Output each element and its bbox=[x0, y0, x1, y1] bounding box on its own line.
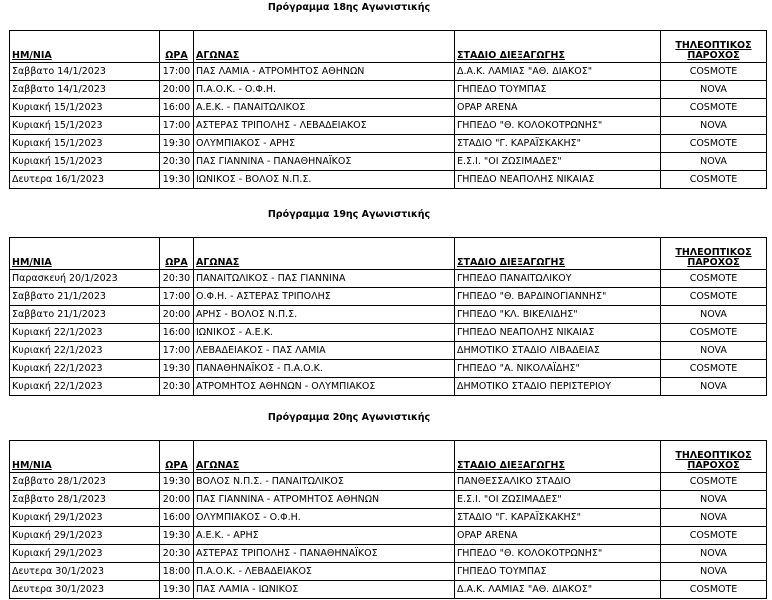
cell-tv: COSMOTE bbox=[661, 99, 767, 117]
table-row bbox=[10, 153, 767, 171]
round-18-section bbox=[9, 2, 766, 189]
cell-date: Κυριακή 29/1/2023 bbox=[10, 527, 160, 545]
header-date: ΗΜ/ΝΙΑ bbox=[10, 238, 160, 270]
cell-date: Κυριακή 15/1/2023 bbox=[10, 117, 160, 135]
cell-time: 17:00 bbox=[160, 117, 194, 135]
cell-time: 18:00 bbox=[160, 563, 194, 581]
cell-tv: COSMOTE bbox=[661, 360, 767, 378]
schedule-table bbox=[9, 440, 767, 599]
cell-time: 16:00 bbox=[160, 99, 194, 117]
header-match: ΑΓΩΝΑΣ bbox=[194, 238, 455, 270]
table-row bbox=[10, 99, 767, 117]
cell-tv: COSMOTE bbox=[661, 171, 767, 189]
table-row bbox=[10, 342, 767, 360]
cell-date: Κυριακή 22/1/2023 bbox=[10, 324, 160, 342]
cell-time: 17:00 bbox=[160, 288, 194, 306]
cell-match: ΠΑΣ ΓΙΑΝΝΙΝΑ - ΑΤΡΟΜΗΤΟΣ ΑΘΗΝΩΝ bbox=[194, 491, 455, 509]
cell-stadium: ΓΗΠΕΔΟ "Θ. ΒΑΡΔΙΝΟΓΙΑΝΝΗΣ" bbox=[455, 288, 661, 306]
cell-match: ΟΛΥΜΠΙΑΚΟΣ - Ο.Φ.Η. bbox=[194, 509, 455, 527]
cell-match: ΠΑΣ ΓΙΑΝΝΙΝΑ - ΠΑΝΑΘΗΝΑΪΚΟΣ bbox=[194, 153, 455, 171]
cell-match: ΠΑΝΑΙΤΩΛΙΚΟΣ - ΠΑΣ ΓΙΑΝΝΙΝΑ bbox=[194, 270, 455, 288]
cell-tv: COSMOTE bbox=[661, 581, 767, 599]
cell-date: Κυριακή 22/1/2023 bbox=[10, 378, 160, 396]
header-tv-line1: ΤΗΛΕΟΠΤΙΚΟΣ bbox=[675, 40, 752, 51]
round-title: Πρόγραμμα 20ης Αγωνιστικής bbox=[267, 412, 431, 423]
table-row bbox=[10, 171, 767, 189]
cell-tv: NOVA bbox=[661, 563, 767, 581]
table-row bbox=[10, 117, 767, 135]
header-date: ΗΜ/ΝΙΑ bbox=[10, 31, 160, 63]
cell-stadium: ΓΗΠΕΔΟ "ΚΛ. ΒΙΚΕΛΙΔΗΣ" bbox=[455, 306, 661, 324]
cell-date: Σαββατο 21/1/2023 bbox=[10, 306, 160, 324]
table-row bbox=[10, 63, 767, 81]
table-row bbox=[10, 324, 767, 342]
table-header-row bbox=[10, 31, 767, 63]
header-tv bbox=[661, 31, 767, 63]
cell-time: 20:30 bbox=[160, 153, 194, 171]
header-stadium: ΣΤΑΔΙΟ ΔΙΕΞΑΓΩΓΗΣ bbox=[455, 31, 661, 63]
cell-stadium: ΓΗΠΕΔΟ ΝΕΑΠΟΛΗΣ ΝΙΚΑΙΑΣ bbox=[455, 171, 661, 189]
cell-tv: NOVA bbox=[661, 491, 767, 509]
cell-date: Δευτερα 16/1/2023 bbox=[10, 171, 160, 189]
cell-stadium: ΓΗΠΕΔΟ ΠΑΝΑΙΤΩΛΙΚΟΥ bbox=[455, 270, 661, 288]
header-tv-line2: ΠΑΡΟΧΟΣ bbox=[687, 257, 740, 268]
cell-match: ΛΕΒΑΔΕΙΑΚΟΣ - ΠΑΣ ΛΑΜΙΑ bbox=[194, 342, 455, 360]
cell-date: Δευτερα 30/1/2023 bbox=[10, 581, 160, 599]
cell-match: ΠΑΝΑΘΗΝΑΪΚΟΣ - Π.Α.Ο.Κ. bbox=[194, 360, 455, 378]
cell-date: Κυριακή 29/1/2023 bbox=[10, 545, 160, 563]
header-tv-line2: ΠΑΡΟΧΟΣ bbox=[687, 50, 740, 61]
cell-time: 19:30 bbox=[160, 171, 194, 189]
cell-date: Κυριακή 29/1/2023 bbox=[10, 509, 160, 527]
header-time: ΩΡΑ bbox=[160, 31, 194, 63]
schedule-table bbox=[9, 237, 767, 396]
cell-tv: COSMOTE bbox=[661, 527, 767, 545]
table-row bbox=[10, 378, 767, 396]
cell-time: 19:30 bbox=[160, 473, 194, 491]
table-row bbox=[10, 288, 767, 306]
cell-stadium: ΓΗΠΕΔΟ "Α. ΝΙΚΟΛΑΪΔΗΣ" bbox=[455, 360, 661, 378]
table-row bbox=[10, 563, 767, 581]
cell-date: Σαββατο 21/1/2023 bbox=[10, 288, 160, 306]
cell-stadium: ΠΑΝΘΕΣΣΑΛΙΚΟ ΣΤΑΔΙΟ bbox=[455, 473, 661, 491]
cell-date: Σαββατο 28/1/2023 bbox=[10, 473, 160, 491]
cell-match: Ο.Φ.Η. - ΑΣΤΕΡΑΣ ΤΡΙΠΟΛΗΣ bbox=[194, 288, 455, 306]
cell-match: ΑΡΗΣ - ΒΟΛΟΣ Ν.Π.Σ. bbox=[194, 306, 455, 324]
cell-date: Σαββατο 14/1/2023 bbox=[10, 63, 160, 81]
cell-date: Δευτερα 30/1/2023 bbox=[10, 563, 160, 581]
table-row bbox=[10, 527, 767, 545]
header-tv bbox=[661, 441, 767, 473]
cell-tv: NOVA bbox=[661, 117, 767, 135]
round-19-section bbox=[9, 209, 766, 396]
cell-date: Σαββατο 14/1/2023 bbox=[10, 81, 160, 99]
cell-match: Π.Α.Ο.Κ. - ΛΕΒΑΔΕΙΑΚΟΣ bbox=[194, 563, 455, 581]
cell-stadium: ΓΗΠΕΔΟ ΤΟΥΜΠΑΣ bbox=[455, 81, 661, 99]
cell-stadium: ΓΗΠΕΔΟ ΝΕΑΠΟΛΗΣ ΝΙΚΑΙΑΣ bbox=[455, 324, 661, 342]
table-row bbox=[10, 509, 767, 527]
header-tv bbox=[661, 238, 767, 270]
header-stadium: ΣΤΑΔΙΟ ΔΙΕΞΑΓΩΓΗΣ bbox=[455, 441, 661, 473]
round-title: Πρόγραμμα 19ης Αγωνιστικής bbox=[267, 209, 431, 220]
cell-tv: NOVA bbox=[661, 509, 767, 527]
cell-time: 16:00 bbox=[160, 509, 194, 527]
cell-time: 20:00 bbox=[160, 306, 194, 324]
cell-stadium: Δ.Α.Κ. ΛΑΜΙΑΣ "ΑΘ. ΔΙΑΚΟΣ" bbox=[455, 581, 661, 599]
table-header-row bbox=[10, 441, 767, 473]
cell-tv: COSMOTE bbox=[661, 288, 767, 306]
cell-tv: NOVA bbox=[661, 306, 767, 324]
round-title: Πρόγραμμα 18ης Αγωνιστικής bbox=[267, 2, 431, 13]
cell-tv: NOVA bbox=[661, 342, 767, 360]
cell-match: ΙΩΝΙΚΟΣ - ΒΟΛΟΣ Ν.Π.Σ. bbox=[194, 171, 455, 189]
schedule-table bbox=[9, 30, 767, 189]
cell-stadium: ΔΗΜΟΤΙΚΟ ΣΤΑΔΙΟ ΠΕΡΙΣΤΕΡΙΟΥ bbox=[455, 378, 661, 396]
cell-stadium: ΔΗΜΟΤΙΚΟ ΣΤΑΔΙΟ ΛΙΒΑΔΕΙΑΣ bbox=[455, 342, 661, 360]
cell-time: 19:30 bbox=[160, 360, 194, 378]
header-date: ΗΜ/ΝΙΑ bbox=[10, 441, 160, 473]
cell-time: 16:00 bbox=[160, 324, 194, 342]
header-tv-line1: ΤΗΛΕΟΠΤΙΚΟΣ bbox=[675, 450, 752, 461]
cell-time: 17:00 bbox=[160, 63, 194, 81]
cell-tv: NOVA bbox=[661, 378, 767, 396]
cell-match: ΑΣΤΕΡΑΣ ΤΡΙΠΟΛΗΣ - ΛΕΒΑΔΕΙΑΚΟΣ bbox=[194, 117, 455, 135]
header-stadium: ΣΤΑΔΙΟ ΔΙΕΞΑΓΩΓΗΣ bbox=[455, 238, 661, 270]
header-match: ΑΓΩΝΑΣ bbox=[194, 441, 455, 473]
header-tv-line1: ΤΗΛΕΟΠΤΙΚΟΣ bbox=[675, 247, 752, 258]
table-row bbox=[10, 306, 767, 324]
cell-stadium: Δ.Α.Κ. ΛΑΜΙΑΣ "ΑΘ. ΔΙΑΚΟΣ" bbox=[455, 63, 661, 81]
cell-match: Α.Ε.Κ. - ΠΑΝΑΙΤΩΛΙΚΟΣ bbox=[194, 99, 455, 117]
cell-tv: COSMOTE bbox=[661, 473, 767, 491]
cell-stadium: OPAP ARENA bbox=[455, 99, 661, 117]
cell-match: ΟΛΥΜΠΙΑΚΟΣ - ΑΡΗΣ bbox=[194, 135, 455, 153]
cell-stadium: Ε.Σ.Ι. "ΟΙ ΖΩΣΙΜΑΔΕΣ" bbox=[455, 491, 661, 509]
header-match: ΑΓΩΝΑΣ bbox=[194, 31, 455, 63]
cell-date: Κυριακή 15/1/2023 bbox=[10, 135, 160, 153]
cell-time: 19:30 bbox=[160, 581, 194, 599]
table-row bbox=[10, 135, 767, 153]
cell-match: ΑΣΤΕΡΑΣ ΤΡΙΠΟΛΗΣ - ΠΑΝΑΘΗΝΑΪΚΟΣ bbox=[194, 545, 455, 563]
cell-tv: COSMOTE bbox=[661, 324, 767, 342]
cell-date: Παρασκευή 20/1/2023 bbox=[10, 270, 160, 288]
cell-date: Κυριακή 22/1/2023 bbox=[10, 342, 160, 360]
cell-stadium: ΣΤΑΔΙΟ "Γ. ΚΑΡΑΪΣΚΑΚΗΣ" bbox=[455, 135, 661, 153]
table-row bbox=[10, 581, 767, 599]
cell-match: ΙΩΝΙΚΟΣ - Α.Ε.Κ. bbox=[194, 324, 455, 342]
cell-time: 20:30 bbox=[160, 270, 194, 288]
cell-date: Κυριακή 15/1/2023 bbox=[10, 153, 160, 171]
table-row bbox=[10, 491, 767, 509]
cell-time: 19:30 bbox=[160, 135, 194, 153]
cell-match: ΑΤΡΟΜΗΤΟΣ ΑΘΗΝΩΝ - ΟΛΥΜΠΙΑΚΟΣ bbox=[194, 378, 455, 396]
cell-stadium: ΓΗΠΕΔΟ "Θ. ΚΟΛΟΚΟΤΡΩΝΗΣ" bbox=[455, 545, 661, 563]
cell-tv: NOVA bbox=[661, 153, 767, 171]
cell-tv: NOVA bbox=[661, 81, 767, 99]
cell-time: 20:30 bbox=[160, 545, 194, 563]
table-row bbox=[10, 545, 767, 563]
cell-stadium: Ε.Σ.Ι. "ΟΙ ΖΩΣΙΜΑΔΕΣ" bbox=[455, 153, 661, 171]
table-row bbox=[10, 81, 767, 99]
table-header-row bbox=[10, 238, 767, 270]
cell-time: 19:30 bbox=[160, 527, 194, 545]
header-time: ΩΡΑ bbox=[160, 238, 194, 270]
cell-date: Κυριακή 22/1/2023 bbox=[10, 360, 160, 378]
cell-match: Π.Α.Ο.Κ. - Ο.Φ.Η. bbox=[194, 81, 455, 99]
cell-tv: NOVA bbox=[661, 545, 767, 563]
table-row bbox=[10, 270, 767, 288]
cell-date: Σαββατο 28/1/2023 bbox=[10, 491, 160, 509]
cell-stadium: OPAP ARENA bbox=[455, 527, 661, 545]
cell-time: 20:00 bbox=[160, 491, 194, 509]
header-tv-line2: ΠΑΡΟΧΟΣ bbox=[687, 460, 740, 471]
table-row bbox=[10, 473, 767, 491]
cell-time: 17:00 bbox=[160, 342, 194, 360]
cell-match: ΠΑΣ ΛΑΜΙΑ - ΑΤΡΟΜΗΤΟΣ ΑΘΗΝΩΝ bbox=[194, 63, 455, 81]
cell-match: Α.Ε.Κ. - ΑΡΗΣ bbox=[194, 527, 455, 545]
round-20-section bbox=[9, 412, 766, 599]
cell-time: 20:30 bbox=[160, 378, 194, 396]
cell-stadium: ΓΗΠΕΔΟ ΤΟΥΜΠΑΣ bbox=[455, 563, 661, 581]
cell-tv: COSMOTE bbox=[661, 135, 767, 153]
cell-match: ΒΟΛΟΣ Ν.Π.Σ. - ΠΑΝΑΙΤΩΛΙΚΟΣ bbox=[194, 473, 455, 491]
table-row bbox=[10, 360, 767, 378]
cell-stadium: ΓΗΠΕΔΟ "Θ. ΚΟΛΟΚΟΤΡΩΝΗΣ" bbox=[455, 117, 661, 135]
cell-stadium: ΣΤΑΔΙΟ "Γ. ΚΑΡΑΪΣΚΑΚΗΣ" bbox=[455, 509, 661, 527]
cell-match: ΠΑΣ ΛΑΜΙΑ - ΙΩΝΙΚΟΣ bbox=[194, 581, 455, 599]
cell-date: Κυριακή 15/1/2023 bbox=[10, 99, 160, 117]
cell-time: 20:00 bbox=[160, 81, 194, 99]
header-time: ΩΡΑ bbox=[160, 441, 194, 473]
cell-tv: COSMOTE bbox=[661, 270, 767, 288]
cell-tv: COSMOTE bbox=[661, 63, 767, 81]
